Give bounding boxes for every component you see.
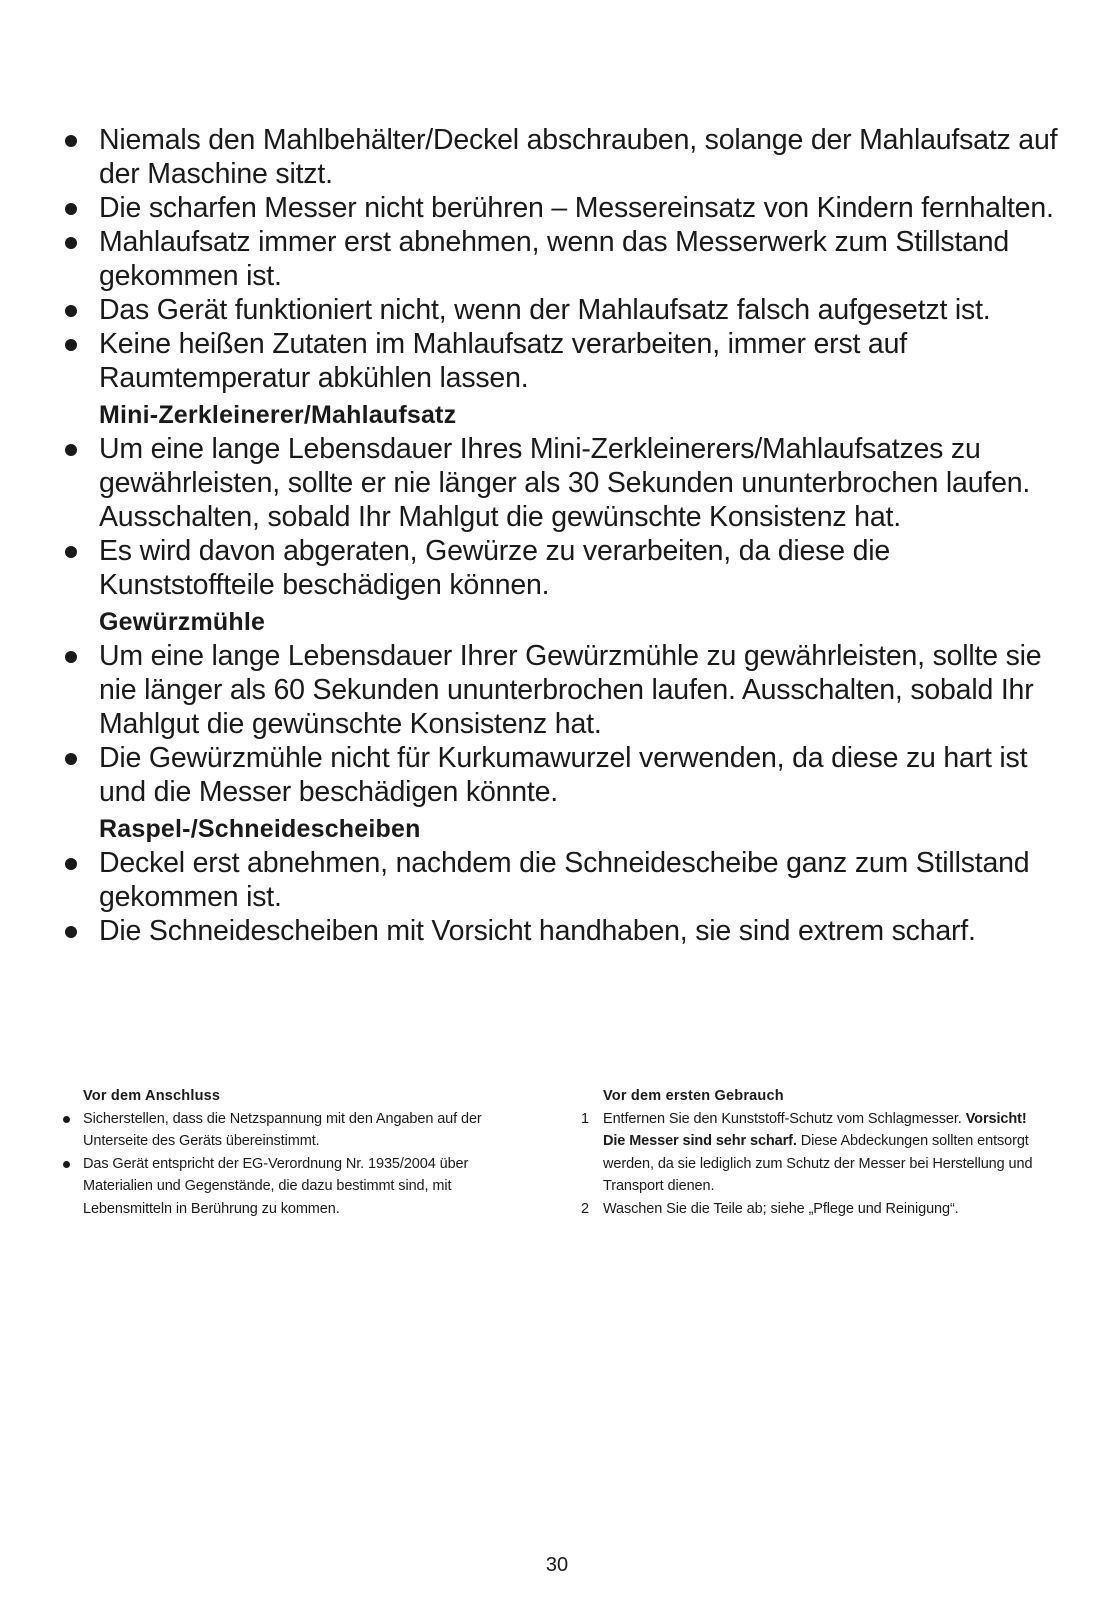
list-item (62, 534, 1062, 602)
bullet-icon (65, 444, 77, 456)
list-item-text: Mahlaufsatz immer erst abnehmen, wenn das Messerwerk zum Stillstand gekommen ist. (99, 226, 1010, 292)
list-item (62, 191, 1062, 225)
bullet-icon (65, 339, 77, 351)
list-item (62, 914, 1062, 948)
list-item (60, 1108, 540, 1153)
before-connecting-section (60, 1085, 540, 1220)
list-item (62, 639, 1062, 741)
section-heading-vor-dem-ersten-gebrauch: Vor dem ersten Gebrauch (603, 1088, 784, 1104)
list-item (62, 327, 1062, 395)
bullet-icon (65, 305, 77, 317)
numbered-step (580, 1198, 1040, 1221)
list-item-text: Es wird davon abgeraten, Gewürze zu verarbeiten, da diese die Kunststoffteile beschädigen können. (99, 535, 891, 601)
step-text-continued: Diese Abdeckungen sollten entsorgt werden, da sie lediglich zum Schutz der Messer bei Herstellung und Transport dienen. (603, 1133, 1033, 1194)
warning-text: Vorsicht! Die Messer sind sehr scharf. (603, 1110, 1027, 1149)
list-item-text: Um eine lange Lebensdauer Ihrer Gewürzmühle zu gewährleisten, sollte sie nie länger als 60 Sekunden ununterbrochen laufen. Ausschalten, sobald Ihr Mahlgut die gewünschte Konsistenz hat. (99, 640, 1042, 740)
list-item (62, 293, 1062, 327)
bullet-icon (65, 546, 77, 558)
page-number: 30 (545, 1554, 569, 1576)
list-item (62, 123, 1062, 191)
safety-instructions (62, 123, 1062, 948)
step-number: 1 (581, 1110, 589, 1127)
step-text: Waschen Sie die Teile ab; siehe „Pflege und Reinigung“. (603, 1200, 959, 1217)
list-item (62, 225, 1062, 293)
bullet-icon (65, 135, 77, 147)
section-heading-mini-zerkleinerer: Mini-Zerkleinerer/Mahlaufsatz (99, 401, 457, 429)
list-item (60, 1153, 540, 1221)
list-item-text: Um eine lange Lebensdauer Ihres Mini-Zerkleinerers/Mahlaufsatzes zu gewährleisten, sollte er nie länger als 30 Sekunden ununterbrochen laufen. Ausschalten, sobald Ihr Mahlgut die gewünschte Konsistenz hat. (99, 433, 1031, 533)
bullet-icon (63, 1116, 70, 1123)
list-item-text: Die scharfen Messer nicht berühren – Messereinsatz von Kindern fernhalten. (99, 192, 1054, 224)
list-item (62, 432, 1062, 534)
list-item-text: Die Schneidescheiben mit Vorsicht handhaben, sie sind extrem scharf. (99, 915, 976, 947)
bullet-icon (63, 1161, 70, 1168)
step-text: Entfernen Sie den Kunststoff-Schutz vom Schlagmesser. (603, 1110, 962, 1127)
list-item-text: Sicherstellen, dass die Netzspannung mit den Angaben auf der Unterseite des Geräts übereinstimmt. (83, 1110, 482, 1149)
list-item-text: Die Gewürzmühle nicht für Kurkumawurzel verwenden, da diese zu hart ist und die Messer beschädigen könnte. (99, 742, 1028, 808)
list-item (62, 741, 1062, 809)
numbered-step (580, 1108, 1040, 1198)
list-item (62, 846, 1062, 914)
bullet-icon (65, 203, 77, 215)
list-item-text: Das Gerät funktioniert nicht, wenn der Mahlaufsatz falsch aufgesetzt ist. (99, 294, 991, 326)
list-item-text: Das Gerät entspricht der EG-Verordnung Nr. 1935/2004 über Materialien und Gegenstände, die dazu bestimmt sind, mit Lebensmitteln in Berührung zu kommen. (83, 1155, 469, 1217)
list-item-text: Keine heißen Zutaten im Mahlaufsatz verarbeiten, immer erst auf Raumtemperatur abkühlen lassen. (99, 328, 907, 394)
list-item-text: Deckel erst abnehmen, nachdem die Schneidescheibe ganz zum Stillstand gekommen ist. (99, 847, 1030, 913)
section-heading-vor-dem-anschluss: Vor dem Anschluss (83, 1088, 221, 1104)
bullet-icon (65, 858, 77, 870)
section-heading-schneidescheiben: Raspel-/Schneidescheiben (99, 815, 421, 843)
bullet-icon (65, 651, 77, 663)
step-number: 2 (581, 1200, 589, 1217)
bullet-icon (65, 753, 77, 765)
bullet-icon (65, 237, 77, 249)
before-first-use-section (580, 1085, 1040, 1220)
bullet-icon (65, 926, 77, 938)
list-item-text: Niemals den Mahlbehälter/Deckel abschrauben, solange der Mahlaufsatz auf der Maschine sitzt. (99, 124, 1058, 190)
section-heading-gewuerzmuehle: Gewürzmühle (99, 608, 266, 636)
